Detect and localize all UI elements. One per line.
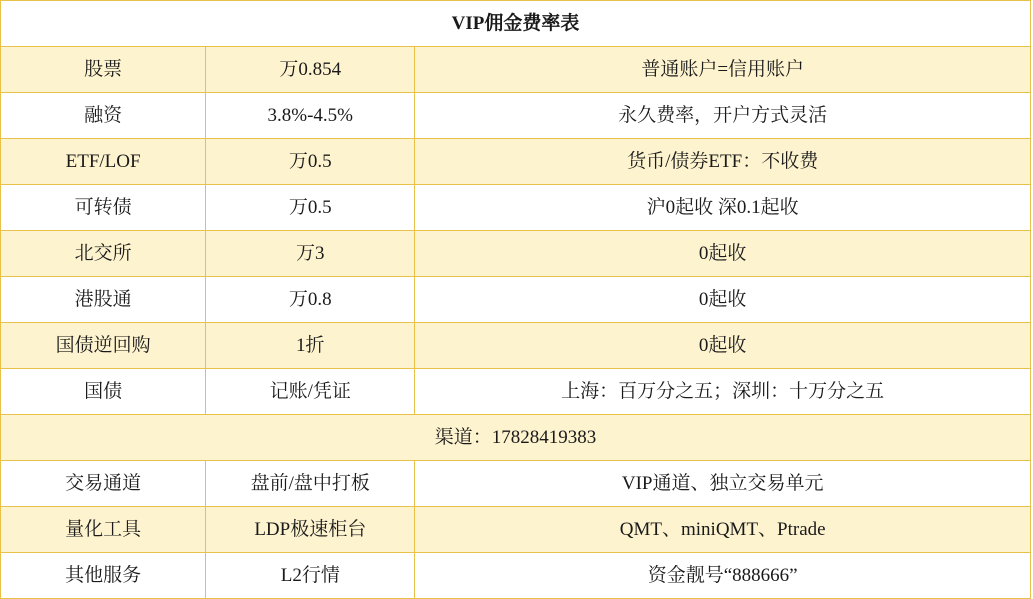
row-note: 普通账户=信用账户 <box>415 47 1031 93</box>
table-row <box>1 93 1031 139</box>
row-label: 可转债 <box>1 185 206 231</box>
table-row <box>1 47 1031 93</box>
table-row <box>1 231 1031 277</box>
row-note: 0起收 <box>415 231 1031 277</box>
table-row <box>1 461 1031 507</box>
row-label: 融资 <box>1 93 206 139</box>
row-note: 永久费率，开户方式灵活 <box>415 93 1031 139</box>
row-note: 货币/债券ETF：不收费 <box>415 139 1031 185</box>
row-label: 股票 <box>1 47 206 93</box>
row-note: 0起收 <box>415 277 1031 323</box>
table-row <box>1 139 1031 185</box>
row-value: 万0.854 <box>206 47 415 93</box>
row-label: 北交所 <box>1 231 206 277</box>
row-value: L2行情 <box>206 553 415 599</box>
row-label: 国债逆回购 <box>1 323 206 369</box>
row-value: 万0.5 <box>206 185 415 231</box>
row-value: LDP极速柜台 <box>206 507 415 553</box>
row-value: 3.8%-4.5% <box>206 93 415 139</box>
row-label: 其他服务 <box>1 553 206 599</box>
table-row <box>1 185 1031 231</box>
row-value: 万3 <box>206 231 415 277</box>
row-value: 万0.5 <box>206 139 415 185</box>
row-label: ETF/LOF <box>1 139 206 185</box>
table-title-row <box>1 1 1031 47</box>
table-row <box>1 277 1031 323</box>
row-value: 记账/凭证 <box>206 369 415 415</box>
row-note: 沪0起收 深0.1起收 <box>415 185 1031 231</box>
table-row <box>1 369 1031 415</box>
table-row <box>1 553 1031 599</box>
table-row <box>1 323 1031 369</box>
row-label: 国债 <box>1 369 206 415</box>
table-row <box>1 507 1031 553</box>
row-label: 交易通道 <box>1 461 206 507</box>
page-title: VIP佣金费率表 <box>1 1 1031 47</box>
row-note: 上海：百万分之五；深圳：十万分之五 <box>415 369 1031 415</box>
row-note: 0起收 <box>415 323 1031 369</box>
row-label: 量化工具 <box>1 507 206 553</box>
channel-contact: 渠道：17828419383 <box>1 415 1031 461</box>
channel-row <box>1 415 1031 461</box>
row-value: 盘前/盘中打板 <box>206 461 415 507</box>
row-note: VIP通道、独立交易单元 <box>415 461 1031 507</box>
row-label: 港股通 <box>1 277 206 323</box>
row-value: 1折 <box>206 323 415 369</box>
row-note: 资金靓号“888666” <box>415 553 1031 599</box>
row-note: QMT、miniQMT、Ptrade <box>415 507 1031 553</box>
row-value: 万0.8 <box>206 277 415 323</box>
